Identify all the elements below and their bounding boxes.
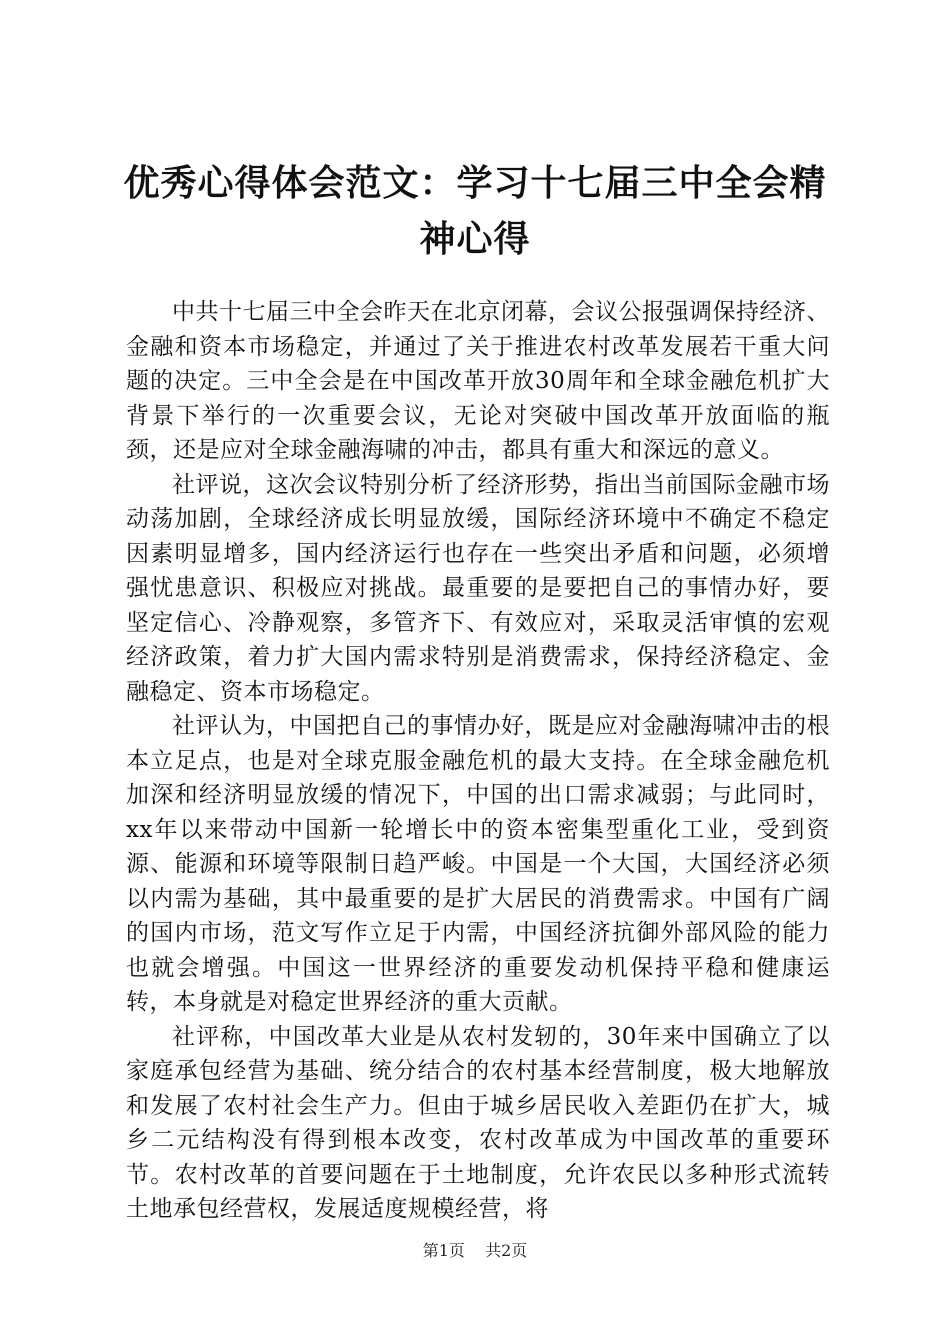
paragraph-3: 社评认为，中国把自己的事情办好，既是应对金融海啸冲击的根本立足点，也是对全球克服金融危机的最大支持。在全球金融危机加深和经济明显放缓的情况下，中国的出口需求减弱；与此同时，xx年以来带动中国新一轮增长中的资本密集型重化工业，受到资源、能源和环境等限制日趋严峻。中国是一个大国，大国经济必须以内需为基础，其中最重要的是扩大居民的消费需求。中国有广阔的国内市场，范文写作立足于内需，中国经济抗御外部风险的能力也就会增强。中国这一世界经济的重要发动机保持平稳和健康运转，本身就是对稳定世界经济的重大贡献。 (126, 713, 830, 1015)
page-number: 第1页 (422, 1241, 465, 1260)
paragraph-4: 社评称，中国改革大业是从农村发轫的，30年来中国确立了以家庭承包经营为基础、统分结合的农村基本经营制度，极大地解放和发展了农村社会生产力。但由于城乡居民收入差距仍在扩大，城乡二元结构没有得到根本改变，农村改革成为中国改革的重要环节。农村改革的首要问题在于土地制度，允许农民以多种形式流转土地承包经营权，发展适度规模经营，将 (126, 1023, 830, 1222)
page-footer (0, 1240, 950, 1262)
paragraph-1: 中共十七届三中全会昨天在北京闭幕，会议公报强调保持经济、金融和资本市场稳定，并通过了关于推进农村改革发展若干重大问题的决定。三中全会是在中国改革开放30周年和全球金融危机扩大背景下举行的一次重要会议，无论对突破中国改革开放面临的瓶颈，还是应对全球金融海啸的冲击，都具有重大和深远的意义。 (126, 299, 830, 463)
page-total: 共2页 (485, 1241, 528, 1260)
document-body (126, 295, 830, 1227)
paragraph-2: 社评说，这次会议特别分析了经济形势，指出当前国际金融市场动荡加剧，全球经济成长明显放缓，国际经济环境中不确定不稳定因素明显增多，国内经济运行也存在一些突出矛盾和问题，必须增强忧患意识、积极应对挑战。最重要的是要把自己的事情办好，要坚定信心、冷静观察，多管齐下、有效应对，采取灵活审慎的宏观经济政策，着力扩大国内需求特别是消费需求，保持经济稳定、金融稳定、资本市场稳定。 (126, 471, 830, 705)
document-title: 优秀心得体会范文：学习十七届三中全会精神心得 (123, 163, 827, 260)
